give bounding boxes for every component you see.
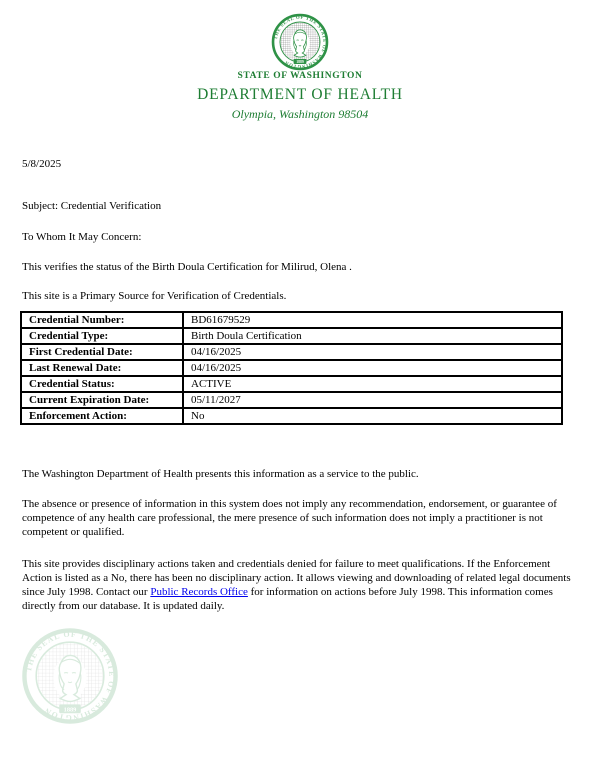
primary-source-statement: This site is a Primary Source for Verification of Credentials. [22, 290, 287, 302]
disclaimer-paragraph: The absence or presence of information in this system does not imply any recommendation, endorsement, or guarantee of competence of any health care professional, the mere presence of such information does not imply a practitioner is not competent or qualified. [22, 498, 557, 538]
row-label: Current Expiration Date: [21, 392, 183, 408]
table-row [21, 360, 562, 376]
row-label: First Credential Date: [21, 344, 183, 360]
public-records-office-link[interactable]: Public Records Office [150, 586, 248, 598]
letter-date: 5/8/2025 [22, 158, 62, 170]
table-row [21, 344, 562, 360]
washington-state-seal-icon [271, 13, 329, 71]
row-value: 05/11/2027 [183, 392, 562, 408]
row-value: 04/16/2025 [183, 344, 562, 360]
credential-table [20, 311, 563, 425]
table-row [21, 312, 562, 328]
row-value: 04/16/2025 [183, 360, 562, 376]
table-row [21, 328, 562, 344]
row-label: Credential Status: [21, 376, 183, 392]
row-label: Last Renewal Date: [21, 360, 183, 376]
watermark-seal-icon [21, 627, 119, 725]
disciplinary-text-post: for information on actions before July 1998. This information comes directly from our database. It is updated daily. [22, 586, 553, 612]
salutation: To Whom It May Concern: [22, 231, 142, 243]
row-value: ACTIVE [183, 376, 562, 392]
row-label: Enforcement Action: [21, 408, 183, 424]
row-value: No [183, 408, 562, 424]
public-service-note: The Washington Department of Health presents this information as a service to the public. [22, 468, 419, 480]
state-of-washington-label: STATE OF WASHINGTON [237, 71, 363, 81]
agency-address: Olympia, Washington 98504 [231, 107, 369, 121]
table-row [21, 392, 562, 408]
disciplinary-text-pre: This site provides disciplinary actions taken and credentials denied for failure to meet qualifications. If the Enforcement Action is listed as a No, there has been no disciplinary action. It allows viewing and downloading of related legal documents since July 1998. Contact our [22, 558, 571, 598]
table-row [21, 408, 562, 424]
disciplinary-paragraph [22, 557, 579, 613]
subject-line: Subject: Credential Verification [22, 200, 162, 212]
row-label: Credential Number: [21, 312, 183, 328]
verification-statement: This verifies the status of the Birth Doula Certification for Milirud, Olena . [22, 261, 352, 273]
row-value: BD61679529 [183, 312, 562, 328]
row-label: Credential Type: [21, 328, 183, 344]
department-of-health-title: DEPARTMENT OF HEALTH [197, 86, 403, 103]
table-row [21, 376, 562, 392]
row-value: Birth Doula Certification [183, 328, 562, 344]
